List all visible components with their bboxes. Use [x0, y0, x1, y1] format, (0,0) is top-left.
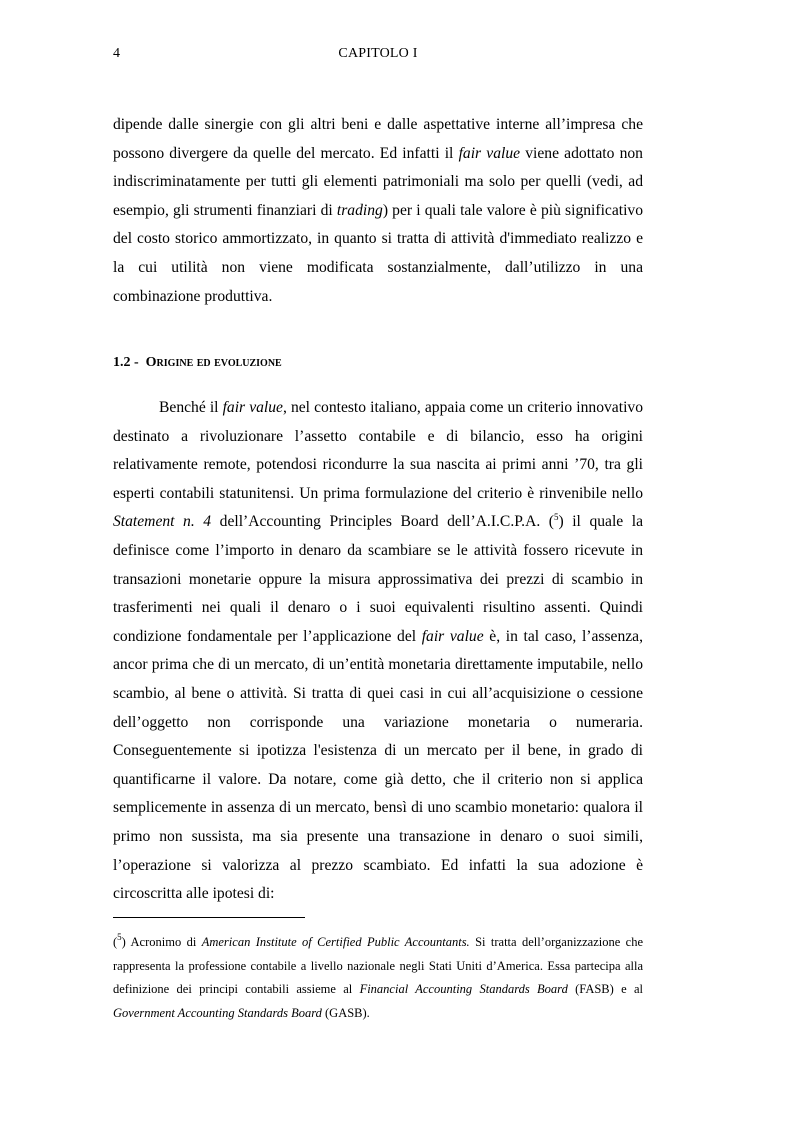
text-run: (GASB).: [321, 1005, 370, 1020]
italic-term: Government Accounting Standards Board: [113, 1005, 322, 1020]
italic-term: fair value: [222, 399, 283, 416]
footnote-open-paren: (: [113, 935, 118, 949]
text-run: ) per i quali tale valore è più significativo del costo storico ammortizzato, in quanto si tratta di attività d'immediato realizzo e la cui utilità non viene modificata sostanzialmente, dall’utilizzo in una combinazione produttiva.: [113, 201, 643, 305]
text-run: (FASB) e al: [567, 982, 643, 996]
section-title: Origine ed evoluzione: [145, 355, 282, 370]
section-paragraph: [113, 394, 643, 909]
italic-term: Financial Accounting Standards Board: [359, 982, 568, 996]
footnote-separator: [113, 917, 305, 918]
text-run: viene adottato non indiscriminatamente per tutti gli elementi patrimoniali ma solo per quelli (vedi, ad esempio, gli strumenti finanziari di: [113, 144, 643, 219]
running-title: CAPITOLO I: [338, 46, 418, 61]
text-run: Si tratta dell’organizzazione che rappresenta la professione contabile a livello nazionale negli Stati Uniti d’America. Essa partecipa alla definizione dei principi contabili assieme al: [113, 935, 644, 996]
footnote: [113, 931, 643, 1025]
footnote-marker: 5: [117, 932, 122, 942]
text-run: Benché il: [159, 399, 223, 416]
section-number: 1.2 -: [113, 355, 139, 370]
text-run: ) il quale la definisce come l’importo in denaro da scambiare se le attività fossero ricevute in transazioni monetarie oppure la misura approssimativa dei prezzi di scambio in trasferimenti nei quali il denaro o i suoi equivalenti risultino assenti. Quindi condizione fondamentale per l’applicazione del: [113, 513, 644, 645]
text-run: ) Acronimo di: [121, 935, 202, 949]
text-run: è, in tal caso, l’assenza, ancor prima che di un mercato, di un’entità monetaria direttamente imputabile, nello scambio, al bene o attività. Si tratta di quei casi in cui all’acquisizione o cessione dell’oggetto non corrisponde una variazione monetaria o numeraria. Conseguentemente si ipotizza l'esistenza di un mercato per il bene, in grado di quantificarne il valore. Da notare, come già detto, che il criterio non si applica semplicemente in assenza di un mercato, bensì di uno scambio monetario: qualora il primo non sussista, ma sia presente una transazione in denaro o suoi simili, l’operazione si valorizza al prezzo scambiato. Ed infatti la sua adozione è circoscritta alle ipotesi di:: [113, 627, 643, 903]
section-heading: [113, 355, 282, 371]
text-run: dell’Accounting Principles Board dell’A.I.C.P.A. (: [211, 513, 554, 531]
italic-term: trading: [336, 201, 383, 219]
footnote-reference[interactable]: 5: [553, 512, 559, 523]
text-run: , nel contesto italiano, appaia come un criterio innovativo destinato a rivoluzionare l’assetto contabile e di bilancio, esso ha origini relativamente remote, potendosi ricondurre la sua nascita ai primi anni ’70, tra gli esperti contabili statunitensi. Un prima formulazione del criterio è rinvenibile nello: [113, 399, 643, 502]
italic-term: fair value: [458, 144, 521, 162]
italic-term: American Institute of Certified Public Accountants.: [201, 935, 470, 949]
paragraph-continuation: [113, 111, 643, 311]
italic-term: fair value: [421, 627, 484, 645]
page-number: 4: [113, 46, 120, 61]
page-header: [113, 46, 643, 68]
italic-term: Statement n. 4: [113, 513, 212, 531]
text-run: dipende dalle sinergie con gli altri beni e dalle aspettative interne all’impresa che possono divergere da quelle del mercato. Ed infatti il: [113, 116, 643, 162]
